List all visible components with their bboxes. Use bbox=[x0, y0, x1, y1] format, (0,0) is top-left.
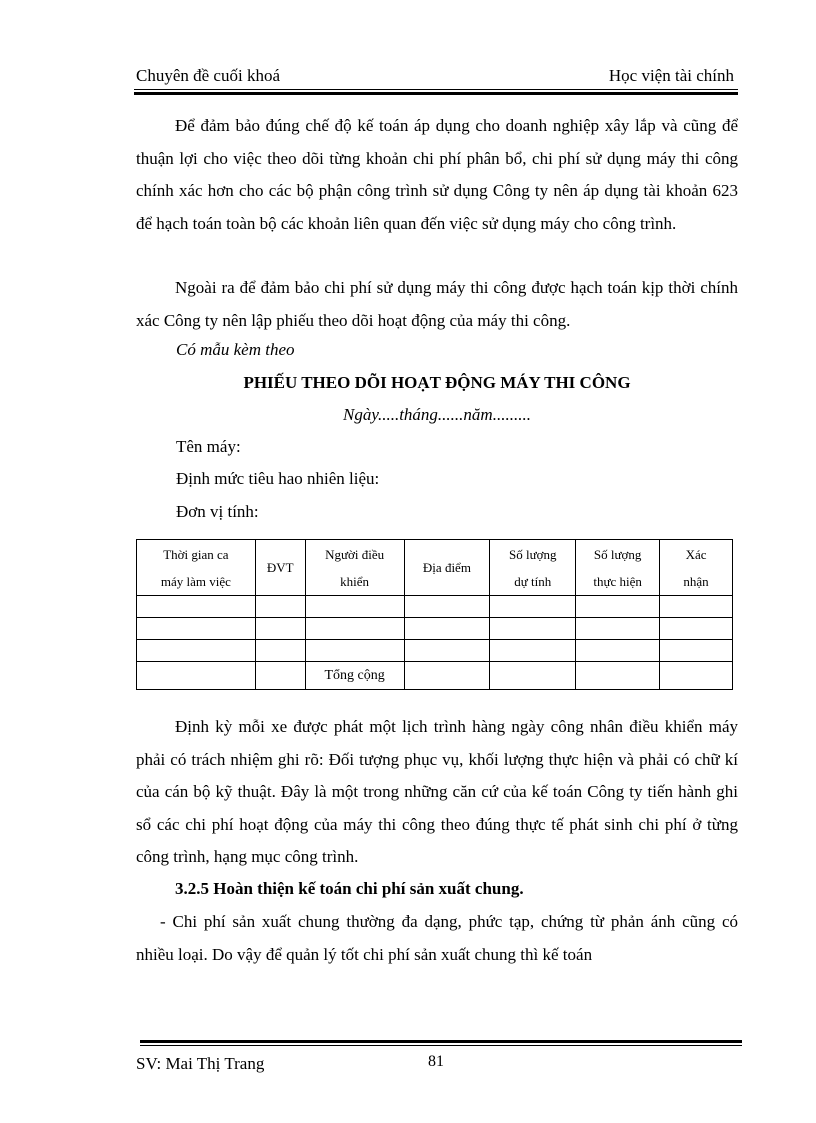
paragraph-2: Ngoài ra để đảm bảo chi phí sử dụng máy thi công được hạch toán kịp thời chính xác Công ty nên lập phiếu theo dõi hoạt động của máy thi công. bbox=[136, 278, 738, 330]
header-cell-confirm: Xác nhận bbox=[660, 540, 733, 596]
table-header-row bbox=[137, 540, 733, 596]
paragraph-3: Định kỳ mỗi xe được phát một lịch trình hàng ngày công nhân điều khiển máy phải có trách nhiệm ghi rõ: Đối tượng phục vụ, khối lượng thực hiện và phải có chữ kí của cán bộ kỹ thuật. Đây là một trong những căn cứ của kế toán Công ty tiến hành ghi sổ các chi phí hoạt động của máy thi công theo đúng thực tế phát sinh chi phí ở từng công trình, hạng mục công trình. bbox=[136, 717, 738, 866]
machine-activity-table bbox=[136, 539, 733, 690]
field-unit: Đơn vị tính: bbox=[176, 502, 259, 521]
header-cell-time: Thời gian ca máy làm việc bbox=[137, 540, 256, 596]
header-right: Học viện tài chính bbox=[608, 66, 734, 85]
header-rule-thick bbox=[134, 92, 738, 95]
page-number: 81 bbox=[428, 1053, 444, 1070]
footer-rule-thick bbox=[140, 1040, 742, 1043]
table-total-row bbox=[137, 662, 733, 690]
total-label: Tổng cộng bbox=[305, 662, 404, 690]
footer-rule-thin bbox=[140, 1045, 742, 1046]
header-cell-actual-qty: Số lượng thực hiện bbox=[576, 540, 660, 596]
header-left: Chuyên đề cuối khoá bbox=[136, 66, 280, 85]
header-cell-planned-qty: Số lượng dự tính bbox=[490, 540, 576, 596]
header-cell-location: Địa điểm bbox=[404, 540, 490, 596]
table-row bbox=[137, 596, 733, 618]
footer-student: SV: Mai Thị Trang bbox=[136, 1054, 265, 1073]
header-cell-unit: ĐVT bbox=[255, 540, 305, 596]
field-machine-name: Tên máy: bbox=[176, 437, 241, 456]
form-date-line: Ngày.....tháng......năm......... bbox=[343, 405, 531, 424]
table-row bbox=[137, 640, 733, 662]
header-rule-thin bbox=[134, 89, 738, 90]
form-title: PHIẾU THEO DÕI HOẠT ĐỘNG MÁY THI CÔNG bbox=[243, 373, 631, 392]
form-note: Có mẫu kèm theo bbox=[176, 340, 295, 359]
section-heading: 3.2.5 Hoàn thiện kế toán chi phí sản xuất chung. bbox=[175, 879, 524, 898]
table-row bbox=[137, 618, 733, 640]
field-fuel-norm: Định mức tiêu hao nhiên liệu: bbox=[176, 469, 380, 488]
paragraph-4: - Chi phí sản xuất chung thường đa dạng, phức tạp, chứng từ phản ánh cũng có nhiều loại. Do vậy để quản lý tốt chi phí sản xuất chung thì kế toán bbox=[136, 912, 738, 964]
header-cell-operator: Người điều khiển bbox=[305, 540, 404, 596]
paragraph-1: Để đảm bảo đúng chế độ kế toán áp dụng cho doanh nghiệp xây lắp và cũng để thuận lợi cho việc theo dõi từng khoản chi phí phân bổ, chi phí sử dụng máy thi công chính xác hơn cho các bộ phận công trình sử dụng Công ty nên áp dụng tài khoản 623 để hạch toán toàn bộ các khoản liên quan đến việc sử dụng máy cho công trình. bbox=[136, 116, 738, 233]
